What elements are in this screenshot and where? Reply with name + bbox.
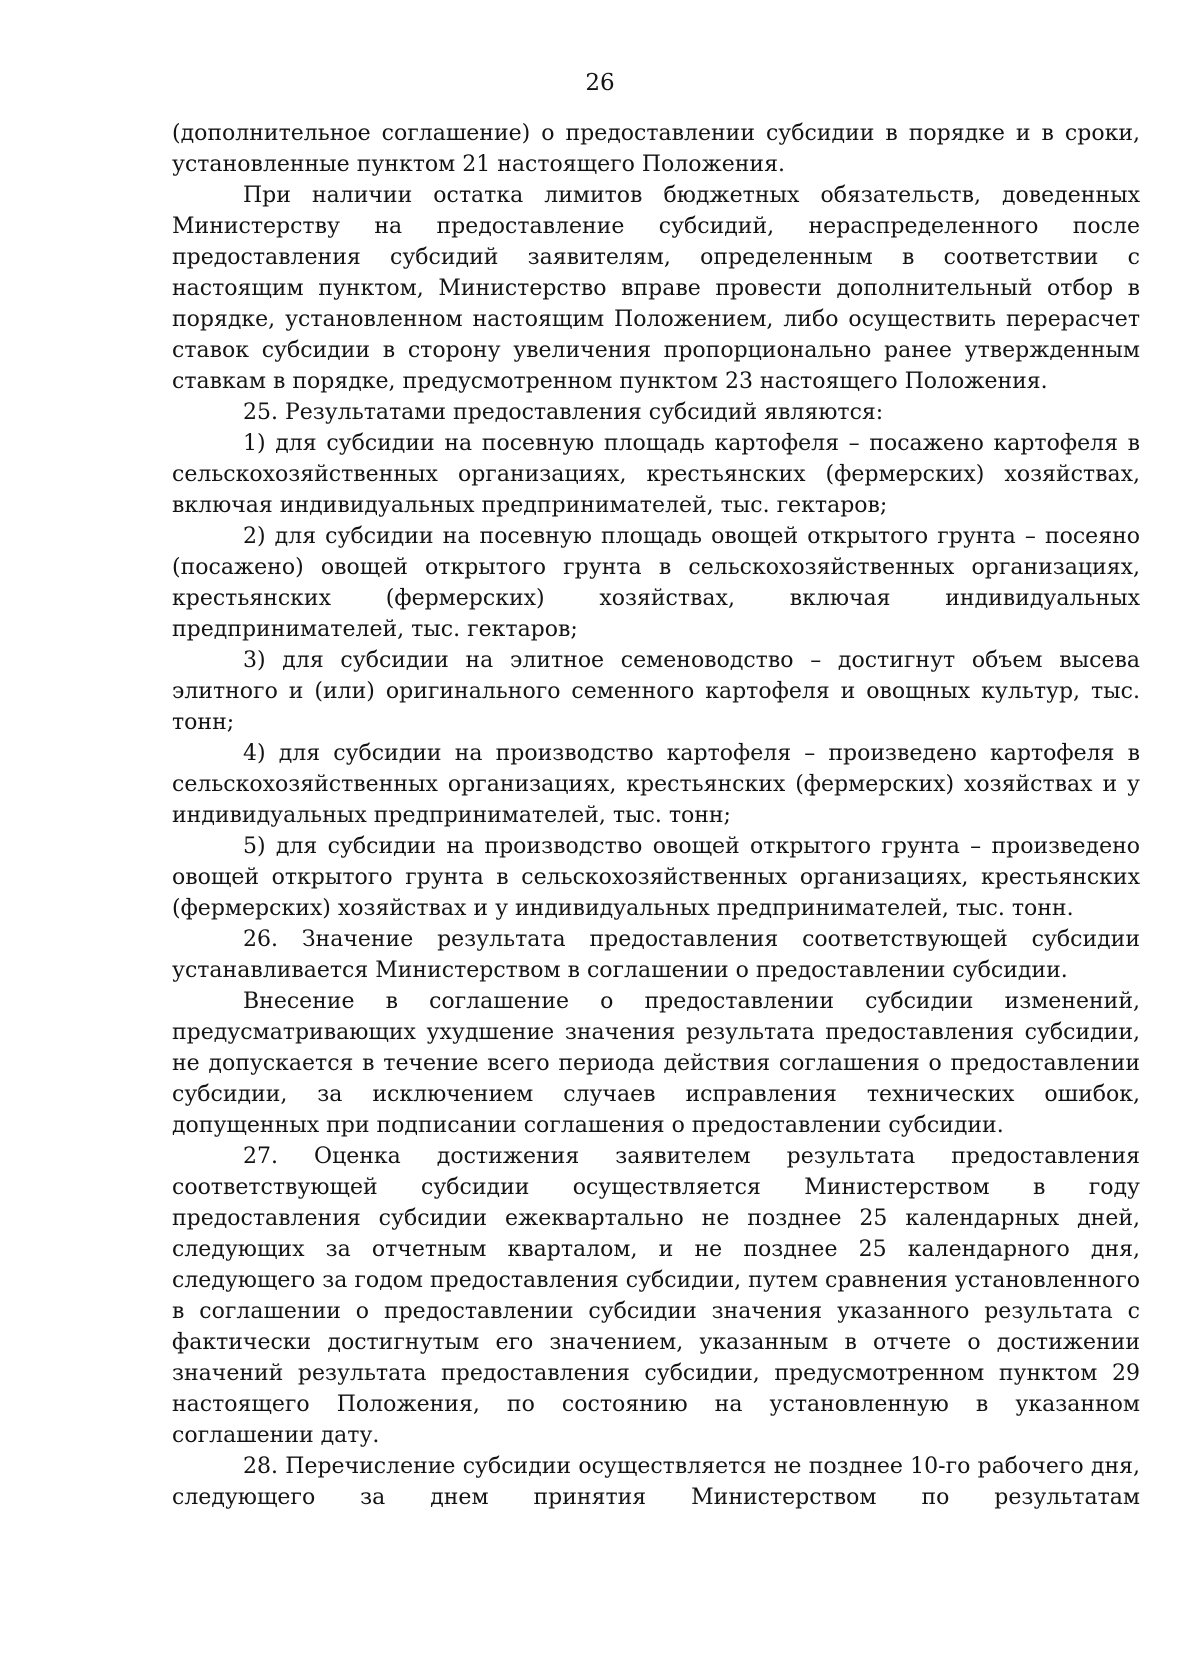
- result-item-4: 4) для субсидии на производство картофеля – произведено картофеля в сельскохозяйственных организациях, крестьянских (фермерских) хозяйствах и у индивидуальных предпринимателей, тыс. тонн;: [172, 741, 1140, 828]
- page-number: 26: [585, 70, 615, 96]
- result-item-3: 3) для субсидии на элитное семеноводство – достигнут объем высева элитного и (или) оригинального семенного картофеля и овощных культур, тыс. тонн;: [172, 648, 1140, 735]
- result-item-2: 2) для субсидии на посевную площадь овощей открытого грунта – посеяно (посажено) овощей открытого грунта в сельскохозяйственных организациях, крестьянских (фермерских) хозяйствах, включая индивидуальных предпринимателей, тыс. гектаров;: [172, 524, 1140, 642]
- paragraph-28: 28. Перечисление субсидии осуществляется не позднее 10-го рабочего дня, следующего за днем принятия Министерством по результатам: [172, 1454, 1140, 1510]
- document-body: [172, 118, 1140, 1513]
- paragraph-25-heading: 25. Результатами предоставления субсидий являются:: [243, 400, 884, 425]
- paragraph-remaining-limits: При наличии остатка лимитов бюджетных обязательств, доведенных Министерству на предоставление субсидий, нераспределенного после предоставления субсидий заявителям, определенным в соответствии с настоящим пунктом, Министерство вправе провести дополнительный отбор в порядке, установленном настоящим Положением, либо осуществить перерасчет ставок субсидии в сторону увеличения пропорционально ранее утвержденным ставкам в порядке, предусмотренном пунктом 23 настоящего Положения.: [172, 183, 1140, 394]
- paragraph-continuation: (дополнительное соглашение) о предоставлении субсидии в порядке и в сроки, установленные пунктом 21 настоящего Положения.: [172, 121, 1140, 177]
- paragraph-agreement-changes: Внесение в соглашение о предоставлении субсидии изменений, предусматривающих ухудшение значения результата предоставления субсидии, не допускается в течение всего периода действия соглашения о предоставлении субсидии, за исключением случаев исправления технических ошибок, допущенных при подписании соглашения о предоставлении субсидии.: [172, 989, 1140, 1138]
- paragraph-26: 26. Значение результата предоставления соответствующей субсидии устанавливается Министерством в соглашении о предоставлении субсидии.: [172, 927, 1140, 983]
- result-item-1: 1) для субсидии на посевную площадь картофеля – посажено картофеля в сельскохозяйственных организациях, крестьянских (фермерских) хозяйствах, включая индивидуальных предпринимателей, тыс. гектаров;: [172, 431, 1140, 518]
- paragraph-27: 27. Оценка достижения заявителем результата предоставления соответствующей субсидии осуществляется Министерством в году предоставления субсидии ежеквартально не позднее 25 календарных дней, следующих за отчетным кварталом, и не позднее 25 календарного дня, следующего за годом предоставления субсидии, путем сравнения установленного в соглашении о предоставлении субсидии значения указанного результата с фактически достигнутым его значением, указанным в отчете о достижении значений результата предоставления субсидии, предусмотренном пунктом 29 настоящего Положения, по состоянию на установленную в указанном соглашении дату.: [172, 1144, 1140, 1448]
- result-item-5: 5) для субсидии на производство овощей открытого грунта – произведено овощей открытого грунта в сельскохозяйственных организациях, крестьянских (фермерских) хозяйствах и у индивидуальных предпринимателей, тыс. тонн.: [172, 834, 1140, 921]
